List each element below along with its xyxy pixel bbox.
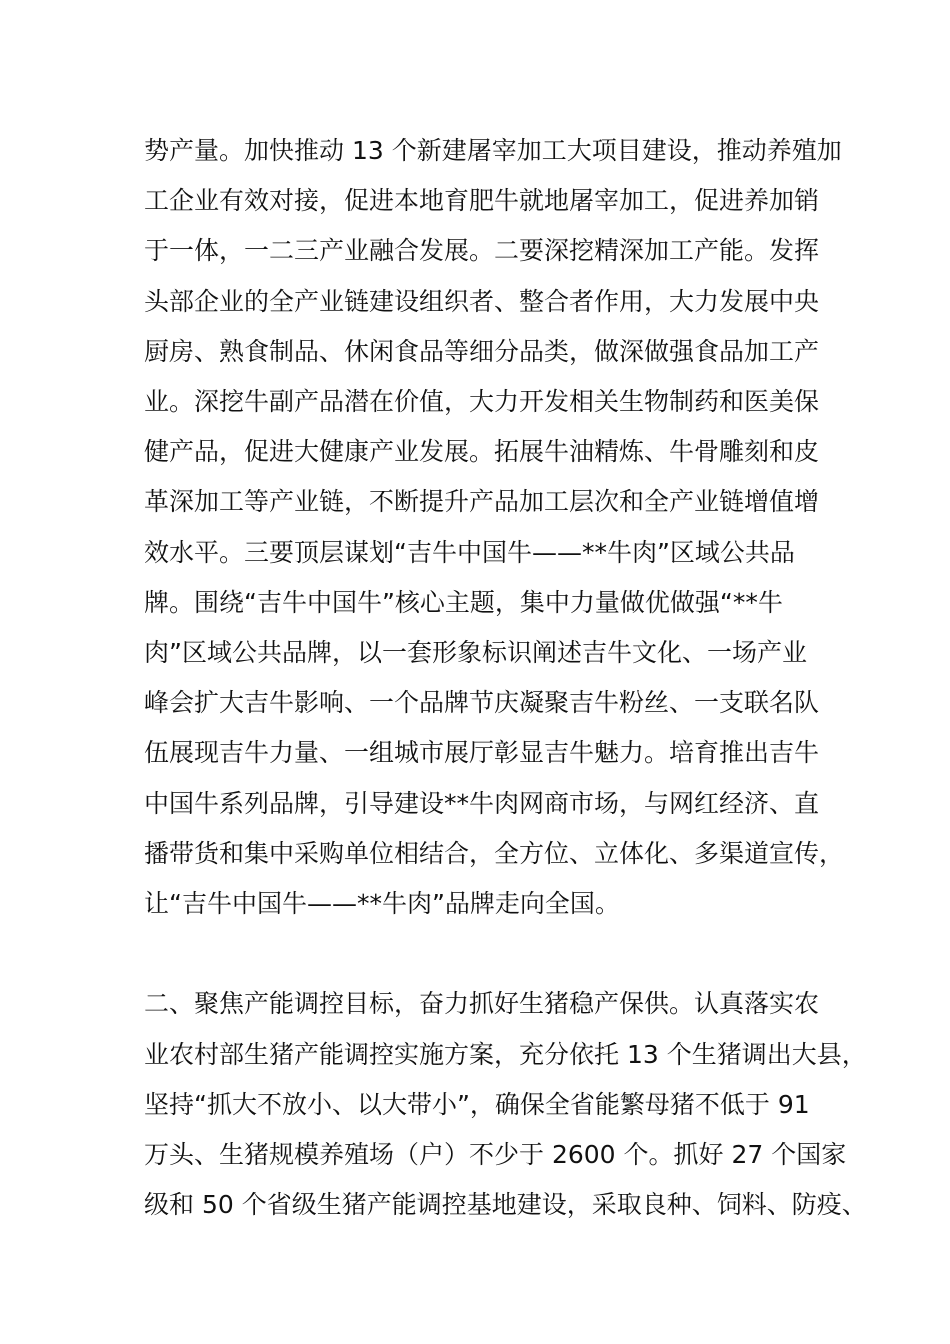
text-line: 于一体，一二三产业融合发展。二要深挖精深加工产能。发挥 — [144, 236, 820, 265]
text-line: 工企业有效对接，促进本地育肥牛就地屠宰加工，促进养加销 — [144, 186, 820, 215]
text-line: 二、聚焦产能调控目标，奋力抓好生猪稳产保供。认真落实农 — [144, 989, 820, 1018]
text-line: 革深加工等产业链，不断提升产品加工层次和全产业链增值增 — [144, 487, 820, 516]
text-line: 厨房、熟食制品、休闲食品等细分品类，做深做强食品加工产 — [144, 337, 820, 366]
text-line: 中国牛系列品牌，引导建设**牛肉网商市场，与网红经济、直 — [144, 789, 820, 818]
text-line: 健产品，促进大健康产业发展。拓展牛油精炼、牛骨雕刻和皮 — [144, 437, 820, 466]
text-line: 肉”区域公共品牌，以一套形象标识阐述吉牛文化、一场产业 — [144, 638, 807, 667]
text-line: 让“吉牛中国牛——**牛肉”品牌走向全国。 — [144, 889, 620, 918]
text-line: 坚持“抓大不放小、以大带小”，确保全省能繁母猪不低于 91 — [144, 1090, 810, 1119]
text-line: 业。深挖牛副产品潜在价值，大力开发相关生物制药和医美保 — [144, 387, 820, 416]
text-line: 峰会扩大吉牛影响、一个品牌节庆凝聚吉牛粉丝、一支联名队 — [144, 688, 820, 717]
text-line: 级和 50 个省级生猪产能调控基地建设，采取良种、饲料、防疫、 — [144, 1190, 867, 1219]
text-line: 播带货和集中采购单位相结合，全方位、立体化、多渠道宣传， — [144, 839, 845, 868]
text-line: 效水平。三要顶层谋划“吉牛中国牛——**牛肉”区域公共品 — [144, 538, 795, 567]
text-line: 势产量。加快推动 13 个新建屠宰加工大项目建设，推动养殖加 — [144, 136, 842, 165]
text-line: 业农村部生猪产能调控实施方案，充分依托 13 个生猪调出大县， — [144, 1040, 867, 1069]
text-line: 万头、生猪规模养殖场（户）不少于 2600 个。抓好 27 个国家 — [144, 1140, 847, 1169]
text-line: 牌。围绕“吉牛中国牛”核心主题，集中力量做优做强“**牛 — [144, 588, 783, 617]
text-line: 伍展现吉牛力量、一组城市展厅彰显吉牛魅力。培育推出吉牛 — [144, 738, 820, 767]
text-line: 头部企业的全产业链建设组织者、整合者作用，大力发展中央 — [144, 287, 820, 316]
